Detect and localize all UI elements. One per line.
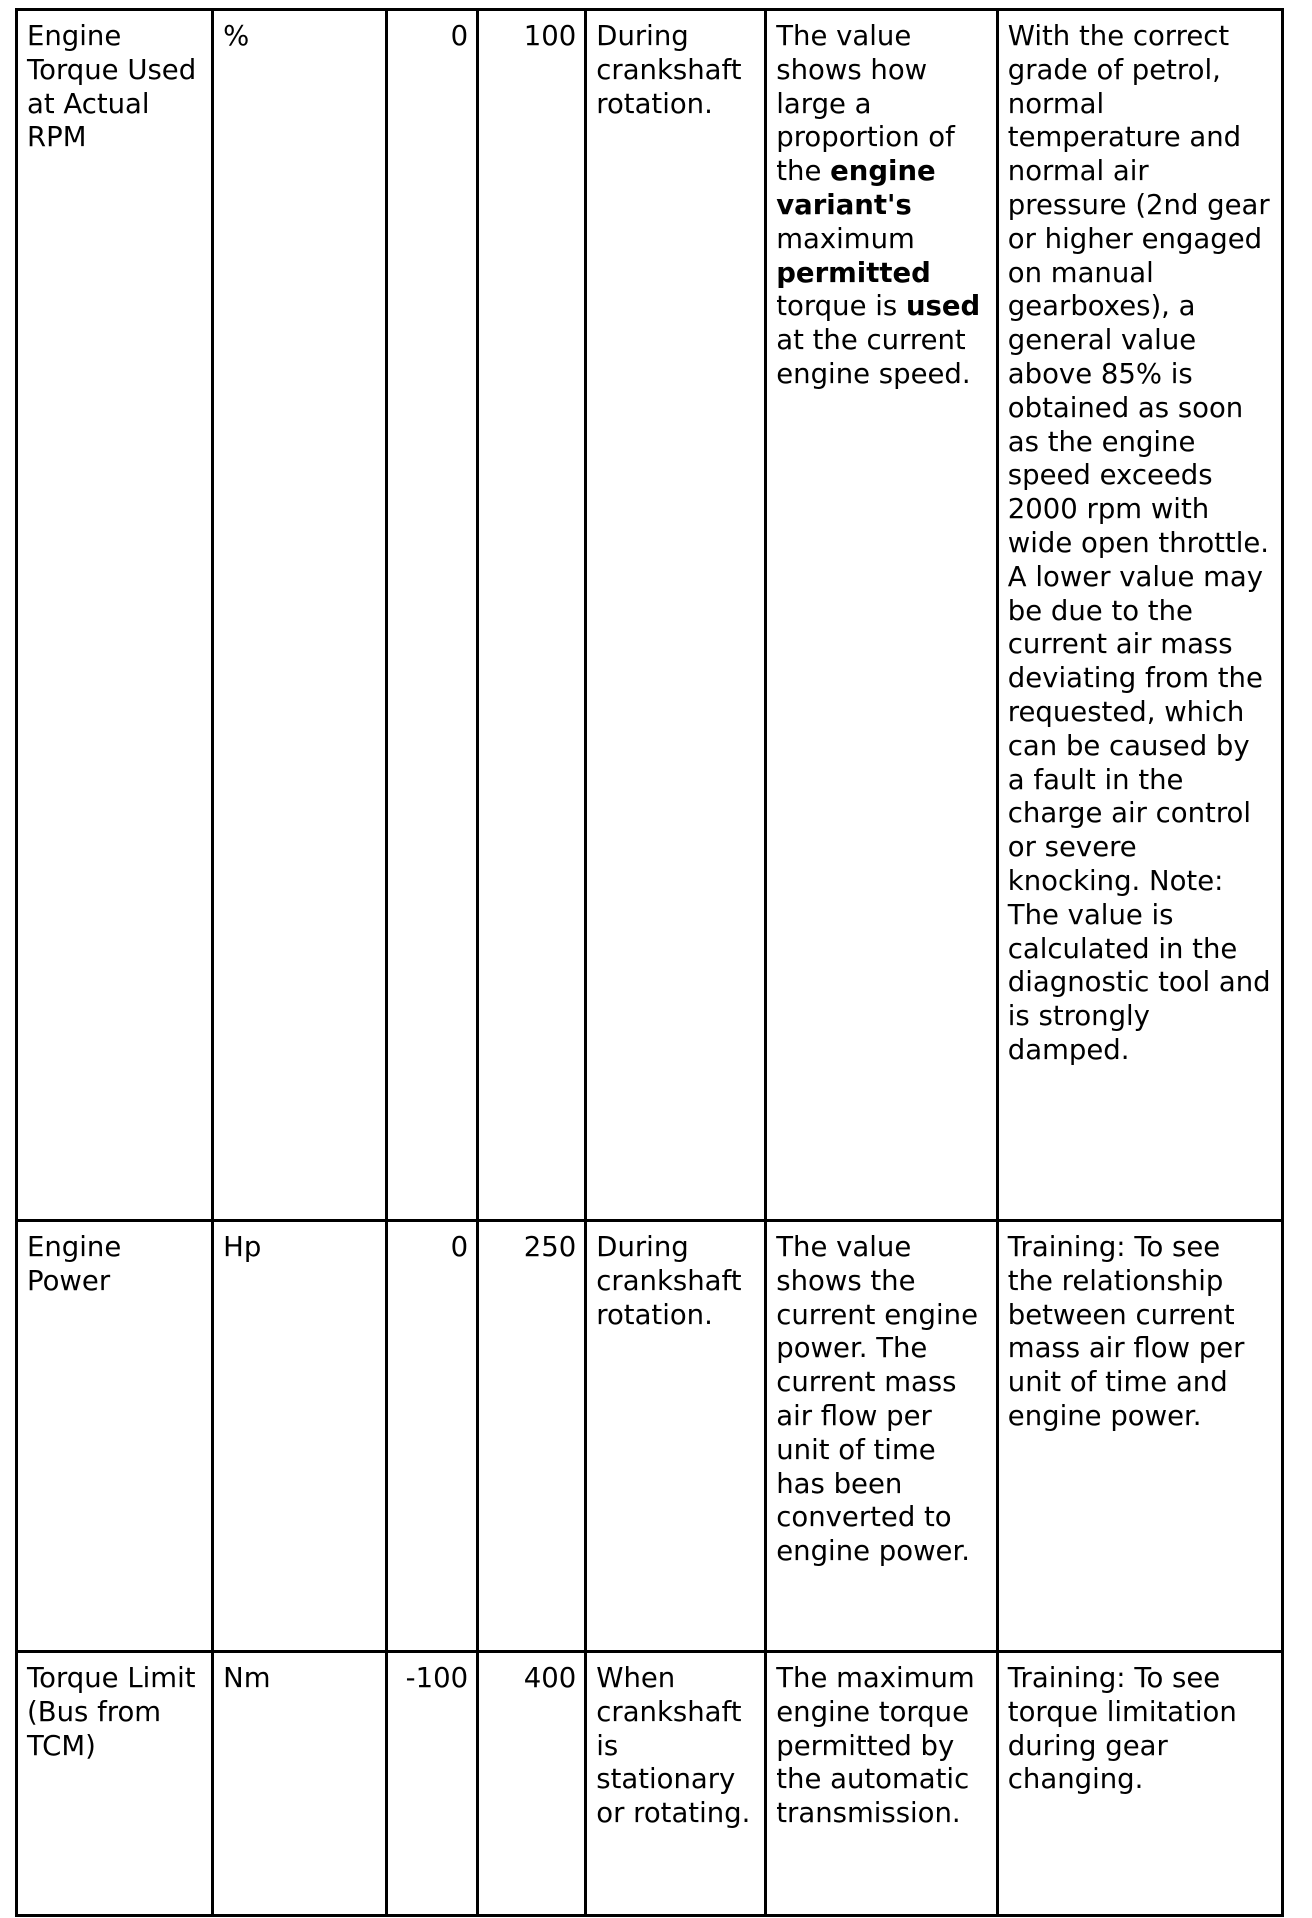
description-cell xyxy=(766,10,998,1221)
max-value-cell: 100 xyxy=(478,10,586,1221)
table-row xyxy=(17,10,1283,1221)
unit-cell: Hp xyxy=(213,1221,387,1652)
description-emphasis: used xyxy=(905,290,981,323)
notes-cell: Training: To see the relationship between current mass air flow per unit of time and engine power. xyxy=(997,1221,1282,1652)
description-emphasis: engine variant's xyxy=(776,155,936,221)
parameter-table xyxy=(15,8,1284,1917)
notes-cell: With the correct grade of petrol, normal temperature and normal air pressure (2nd gear or higher engaged on manual gearboxes), a general value above 85% is obtained as soon as the engine speed exceeds 2000 rpm with wide open throttle. A lower value may be due to the current air mass deviating from the requested, which can be caused by a fault in the charge air control or severe knocking. Note: The value is calculated in the diagnostic tool and is strongly damped. xyxy=(997,10,1282,1221)
table-row xyxy=(17,1221,1283,1652)
table-row xyxy=(17,1652,1283,1916)
description-text: at the current engine speed. xyxy=(776,324,971,390)
description-text: The value shows how large a proportion of the xyxy=(776,20,955,188)
description-cell: The maximum engine torque permitted by the automatic transmission. xyxy=(766,1652,998,1916)
min-value-cell: 0 xyxy=(387,10,478,1221)
condition-cell: During crankshaft rotation. xyxy=(586,10,766,1221)
min-value-cell: -100 xyxy=(387,1652,478,1916)
min-value-cell: 0 xyxy=(387,1221,478,1652)
description-text: torque is xyxy=(776,290,906,323)
condition-cell: During crankshaft rotation. xyxy=(586,1221,766,1652)
condition-cell: When crankshaft is stationary or rotating. xyxy=(586,1652,766,1916)
parameter-name-cell: Engine Torque Used at Actual RPM xyxy=(17,10,213,1221)
description-cell: The value shows the current engine power. The current mass air flow per unit of time has been converted to engine power. xyxy=(766,1221,998,1652)
parameter-name-cell: Engine Power xyxy=(17,1221,213,1652)
max-value-cell: 250 xyxy=(478,1221,586,1652)
parameter-name-cell: Torque Limit (Bus from TCM) xyxy=(17,1652,213,1916)
unit-cell: Nm xyxy=(213,1652,387,1916)
description-text: maximum xyxy=(776,222,915,255)
description-emphasis: permitted xyxy=(776,256,931,289)
max-value-cell: 400 xyxy=(478,1652,586,1916)
notes-cell: Training: To see torque limitation during gear changing. xyxy=(997,1652,1282,1916)
unit-cell: % xyxy=(213,10,387,1221)
